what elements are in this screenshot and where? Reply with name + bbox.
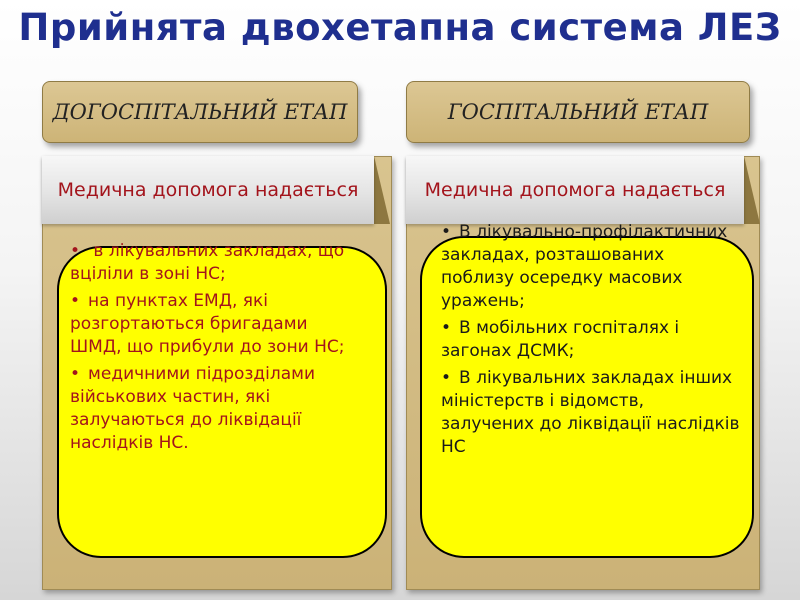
page-title: Прийнята двохетапна система ЛЕЗ [18,6,782,49]
list-item [441,221,741,313]
bullet-marker: • [441,368,452,388]
stage-label-hospital: ГОСПІТАЛЬНИЙ ЕТАП [447,100,709,124]
header-label-left: Медична допомога надається [57,179,359,201]
bullet-marker: • [70,291,81,311]
list-item-text: В лікувально-профілактичних закладах, розташованих поблизу осередку масових уражень; [441,222,728,311]
list-item [441,317,741,363]
bullet-marker: • [441,222,452,242]
stage-box-prehospital [42,81,358,143]
list-item-text: на пунктах ЕМД, які розгортаються бригадами ШМД, що прибули до зони НС; [70,291,345,357]
list-item [441,367,741,459]
list-item-text: в лікувальних закладах, що вціліли в зоні НС; [70,241,345,284]
list-item [70,290,360,359]
list-item [70,363,360,455]
list-item-text: В лікувальних закладах інших міністерств і відомств, залучених до ліквідації наслідків НС [441,368,740,457]
header-label-right: Медична допомога надається [424,179,726,201]
list-hospital [441,221,741,463]
stage-label-prehospital: ДОГОСПІТАЛЬНИЙ ЕТАП [52,100,348,124]
header-band-left [42,156,374,224]
list-item-text: медичними підрозділами військових частин, які залучаються до ліквідації наслідків НС. [70,364,316,453]
list-prehospital [70,240,360,459]
bullet-marker: • [441,318,452,338]
panel-fold-right [744,156,760,224]
list-item [70,240,360,286]
header-band-right [406,156,744,224]
list-item-text: В мобільних госпіталях і загонах ДСМК; [441,318,680,361]
bullet-marker: • [70,364,81,384]
stage-box-hospital [406,81,750,143]
bullet-marker: • [70,241,81,261]
panel-fold-left [374,156,390,224]
